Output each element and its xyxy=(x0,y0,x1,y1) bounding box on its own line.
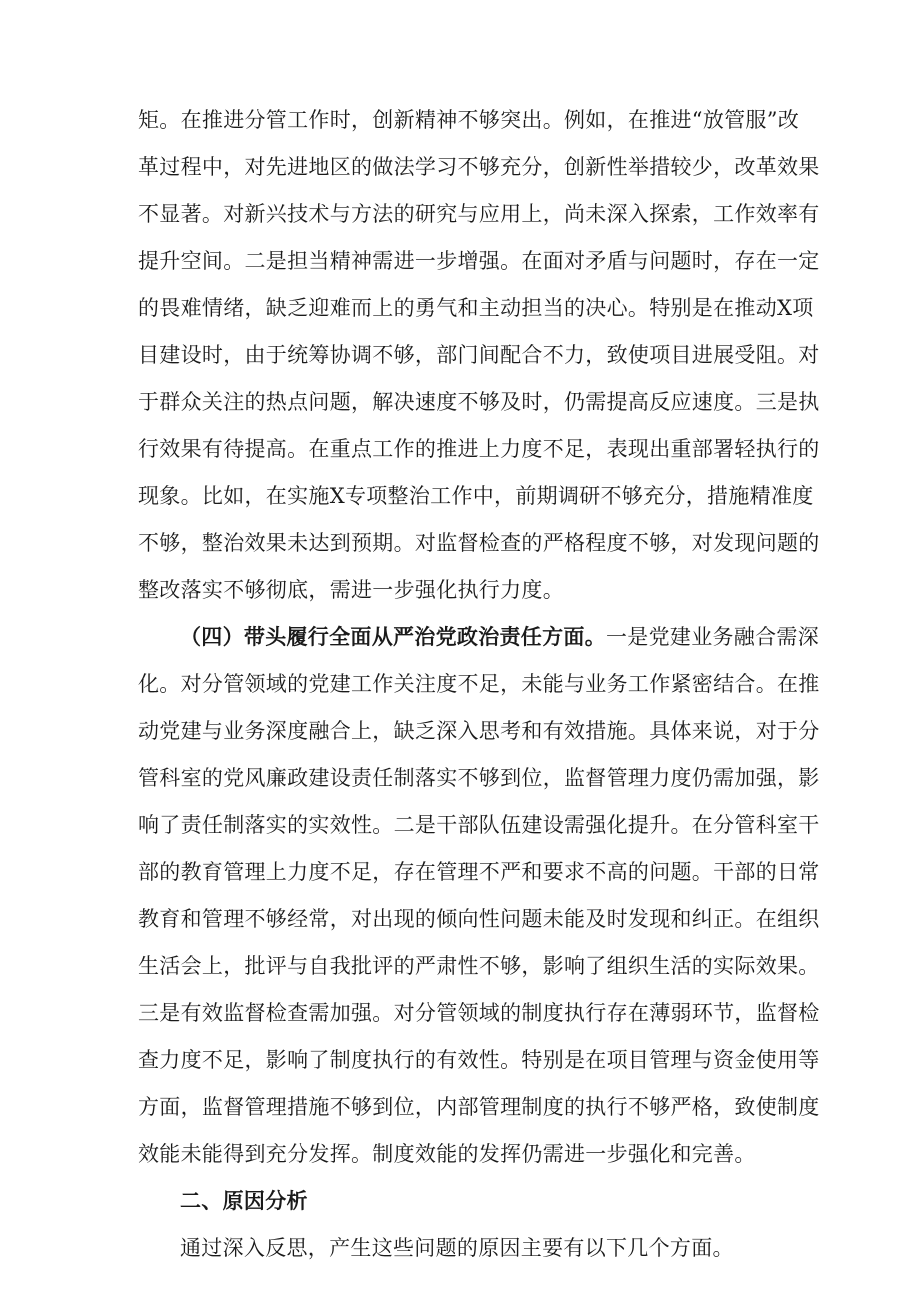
paragraph-line: 响了责任制落实的实效性。二是干部队伍建设需强化提升。在分管科室干 xyxy=(138,813,820,837)
paragraph-line: 提升空间。二是担当精神需进一步增强。在面对矛盾与问题时，存在一定 xyxy=(138,249,820,273)
paragraph-line: 的畏难情绪，缺乏迎难而上的勇气和主动担当的决心。特别是在推动X项 xyxy=(138,296,814,320)
paragraph-line: 查力度不足，影响了制度执行的有效性。特别是在项目管理与资金使用等 xyxy=(138,1048,820,1072)
paragraph-line: 生活会上，批评与自我批评的严肃性不够，影响了组织生活的实际效果。 xyxy=(138,954,820,978)
section4-first-line-text: 一是党建业务融合需深 xyxy=(606,625,819,649)
paragraph-line: 于群众关注的热点问题，解决速度不够及时，仍需提高反应速度。三是执 xyxy=(138,390,820,414)
paragraph-line: 管科室的党风廉政建设责任制落实不够到位，监督管理力度仍需加强，影 xyxy=(138,766,820,790)
section4-first-line xyxy=(180,621,819,653)
paragraph-line: 教育和管理不够经常，对出现的倾向性问题未能及时发现和纠正。在组织 xyxy=(138,907,820,931)
paragraph-line-last: 效能未能得到充分发挥。制度效能的发挥仍需进一步强化和完善。 xyxy=(138,1142,756,1166)
paragraph-line: 动党建与业务深度融合上，缺乏深入思考和有效措施。具体来说，对于分 xyxy=(138,719,820,743)
paragraph-line: 现象。比如，在实施X专项整治工作中，前期调研不够充分，措施精准度 xyxy=(138,484,814,508)
paragraph-line: 目建设时，由于统筹协调不够，部门间配合不力，致使项目进展受阻。对 xyxy=(138,343,820,367)
paragraph-line-last: 整改落实不够彻底，需进一步强化执行力度。 xyxy=(138,578,564,602)
paragraph-line: 不显著。对新兴技术与方法的研究与应用上，尚未深入探索，工作效率有 xyxy=(138,202,820,226)
paragraph-line: 方面，监督管理措施不够到位，内部管理制度的执行不够严格，致使制度 xyxy=(138,1095,820,1119)
paragraph-line: 化。对分管领域的党建工作关注度不足，未能与业务工作紧密结合。在推 xyxy=(138,672,820,696)
section4-heading: （四）带头履行全面从严治党政治责任方面。 xyxy=(180,624,606,649)
paragraph-line: 行效果有待提高。在重点工作的推进上力度不足，表现出重部署轻执行的 xyxy=(138,437,820,461)
paragraph-line: 不够，整治效果未达到预期。对监督检查的严格程度不够，对发现问题的 xyxy=(138,531,820,555)
paragraph-line: 矩。在推进分管工作时，创新精神不够突出。例如，在推进“放管服”改 xyxy=(138,108,800,132)
cause-analysis-intro: 通过深入反思，产生这些问题的原因主要有以下几个方面。 xyxy=(180,1236,734,1260)
paragraph-line: 革过程中，对先进地区的做法学习不够充分，创新性举措较少，改革效果 xyxy=(138,155,820,179)
section-heading-cause-analysis: 二、原因分析 xyxy=(180,1188,308,1213)
paragraph-line: 部的教育管理上力度不足，存在管理不严和要求不高的问题。干部的日常 xyxy=(138,860,820,884)
paragraph-line: 三是有效监督检查需加强。对分管领域的制度执行存在薄弱环节，监督检 xyxy=(138,1001,820,1025)
